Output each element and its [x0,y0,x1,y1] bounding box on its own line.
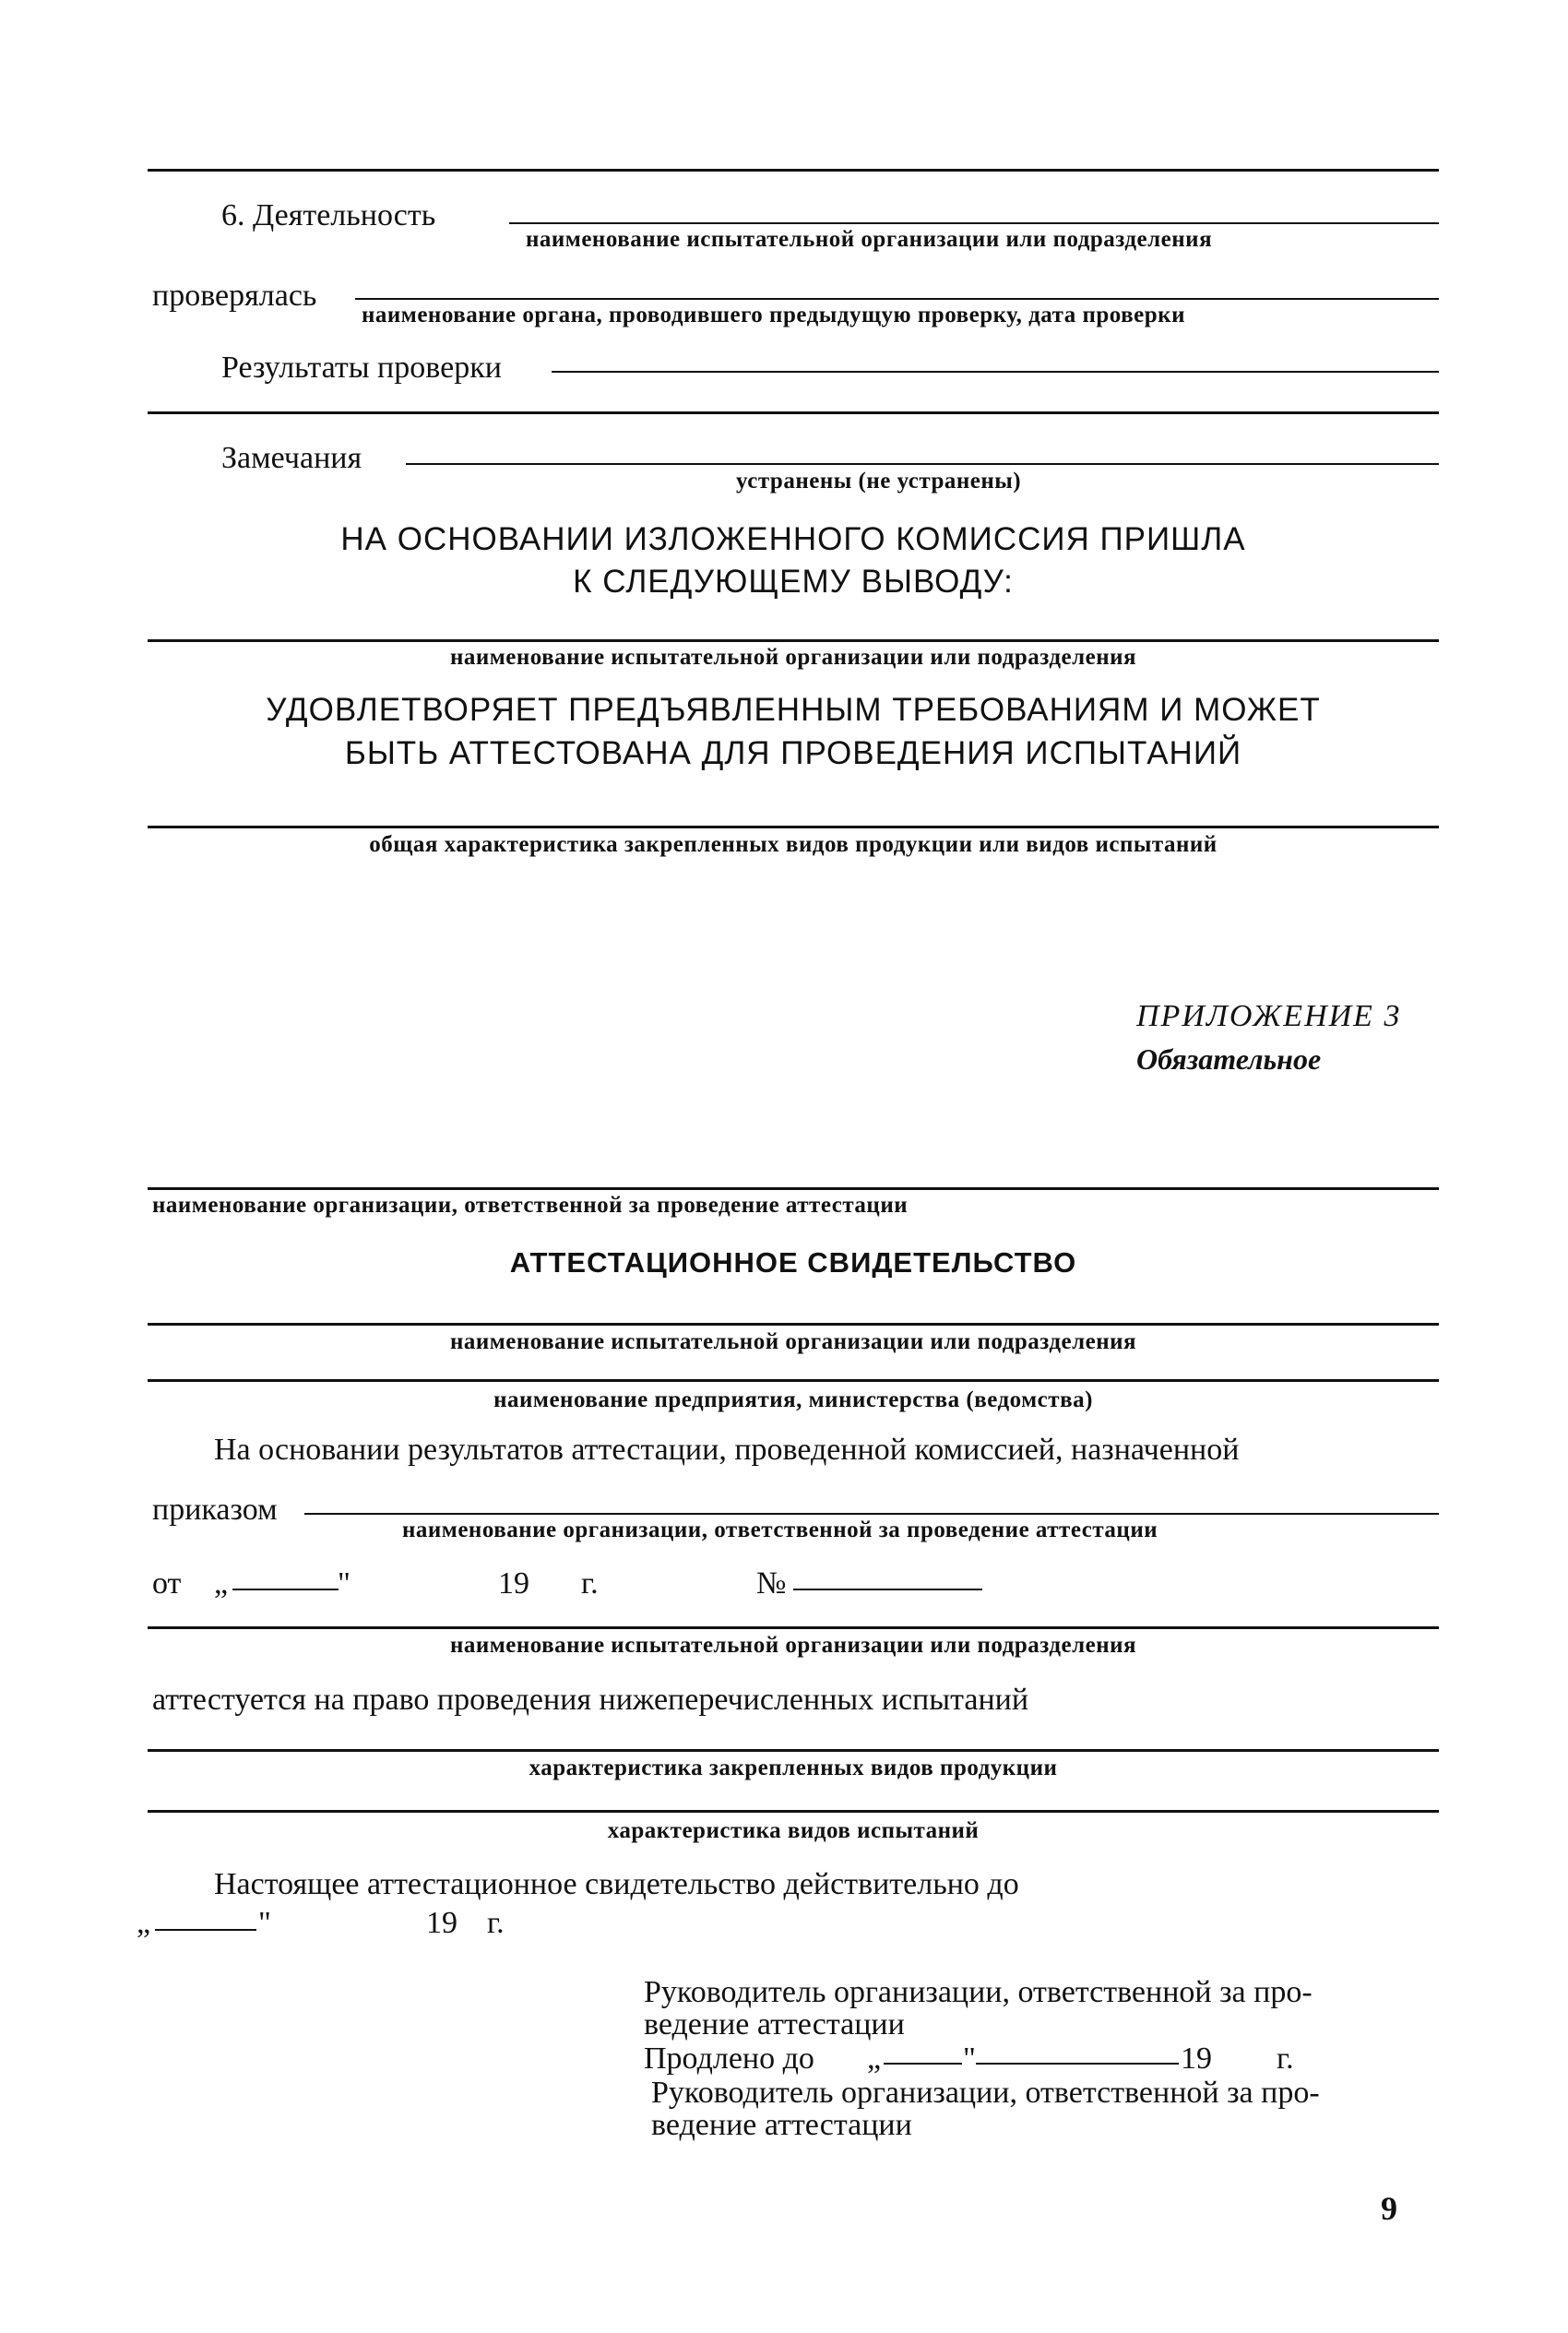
basis-text: На основании результатов аттестации, проведенной комиссией, назначенной [214,1433,1240,1467]
checked-label: проверялась [152,279,317,313]
date-year-g: г. [581,1566,599,1601]
results-fill-line [552,371,1439,373]
products-line [148,1749,1439,1752]
number-line [793,1589,982,1590]
verdict-line2: БЫТЬ АТТЕСТОВАНА ДЛЯ ПРОВЕДЕНИЯ ИСПЫТАНИЙ [344,735,1242,771]
valid-quote-open: „ [137,1906,151,1940]
certificate-title: АТТЕСТАЦИОННОЕ СВИДЕТЕЛЬСТВО [509,1246,1077,1279]
valid-year-19: 19 [426,1906,457,1940]
valid-quote-close: " [258,1906,271,1940]
conclusion-org-caption: наименование испытательной организации или подразделения [449,645,1137,670]
checked-fill-line [355,298,1439,300]
valid-text: Настоящее аттестационное свидетельство действительно до [214,1867,1019,1901]
results-rule [148,411,1439,414]
extended-month-line [976,2063,1179,2065]
date-day-line [232,1589,339,1590]
order-caption: наименование организации, ответственной за проведение аттестации [402,1518,1158,1542]
test-org-caption: наименование испытательной организации или подразделения [449,1329,1137,1354]
date-quote-close: " [338,1566,350,1601]
products-caption: характеристика закрепленных видов продукции [529,1756,1058,1780]
remarks-caption: устранены (не устранены) [736,469,1022,494]
activity-label: 6. Деятельность [221,198,436,232]
tests-caption: характеристика видов испытаний [607,1818,980,1843]
order-fill-line [304,1513,1439,1515]
remarks-label: Замечания [221,441,362,475]
results-label: Результаты проверки [221,351,502,385]
valid-day-line [155,1929,256,1931]
top-rule [148,169,1439,172]
appendix-label: ПРИЛОЖЕНИЕ 3 [1136,999,1402,1033]
head2-line2: ведение аттестации [651,2108,912,2142]
conclusion-org-line [148,639,1439,642]
date-year-19: 19 [498,1566,529,1601]
activity-fill-line [509,222,1439,224]
date-quote-open: „ [214,1566,229,1601]
test-org-line [148,1323,1439,1326]
extended-day-line [884,2063,962,2065]
characteristics-line [148,826,1439,828]
extended-year-g: г. [1277,2041,1294,2076]
order-label: приказом [152,1493,278,1527]
activity-caption: наименование испытательной организации или подразделения [526,227,1213,252]
extended-year-19: 19 [1181,2041,1212,2076]
verdict-line1: УДОВЛЕТВОРЯЕТ ПРЕДЪЯВЛЕННЫМ ТРЕБОВАНИЯМ И МОЖЕТ [266,692,1321,728]
enterprise-caption: наименование предприятия, министерства (ведомства) [493,1387,1093,1412]
responsible-org-caption: наименование организации, ответственной за проведение аттестации [152,1193,909,1218]
head-line2: ведение аттестации [644,2007,905,2041]
extended-quote-open: „ [867,2041,882,2076]
appendix-status: Обязательное [1136,1042,1322,1076]
conclusion-heading-line1: НА ОСНОВАНИИ ИЗЛОЖЕННОГО КОМИССИЯ ПРИШЛА [340,521,1246,557]
number-sign: № [756,1566,787,1601]
certified-text: аттестуется на право проведения нижеперечисленных испытаний [152,1683,1029,1717]
enterprise-line [148,1379,1439,1382]
test-org2-line [148,1626,1439,1629]
page-number: 9 [1381,2190,1397,2227]
checked-caption: наименование органа, проводившего предыдущую проверку, дата проверки [362,303,1185,327]
responsible-org-line [148,1187,1439,1190]
conclusion-heading-line2: К СЛЕДУЮЩЕМУ ВЫВОДУ: [573,564,1014,600]
tests-line [148,1810,1439,1813]
extended-quote-close: " [963,2041,976,2076]
remarks-fill-line [406,463,1439,465]
head-line1: Руководитель организации, ответственной за про- [644,1975,1313,2009]
extended-label: Продлено до [644,2041,814,2076]
test-org2-caption: наименование испытательной организации или подразделения [449,1633,1137,1658]
head2-line1: Руководитель организации, ответственной за про- [651,2076,1320,2110]
valid-year-g: г. [487,1906,505,1940]
from-label: от [152,1566,182,1601]
characteristics-caption: общая характеристика закрепленных видов продукции или видов испытаний [369,832,1218,857]
